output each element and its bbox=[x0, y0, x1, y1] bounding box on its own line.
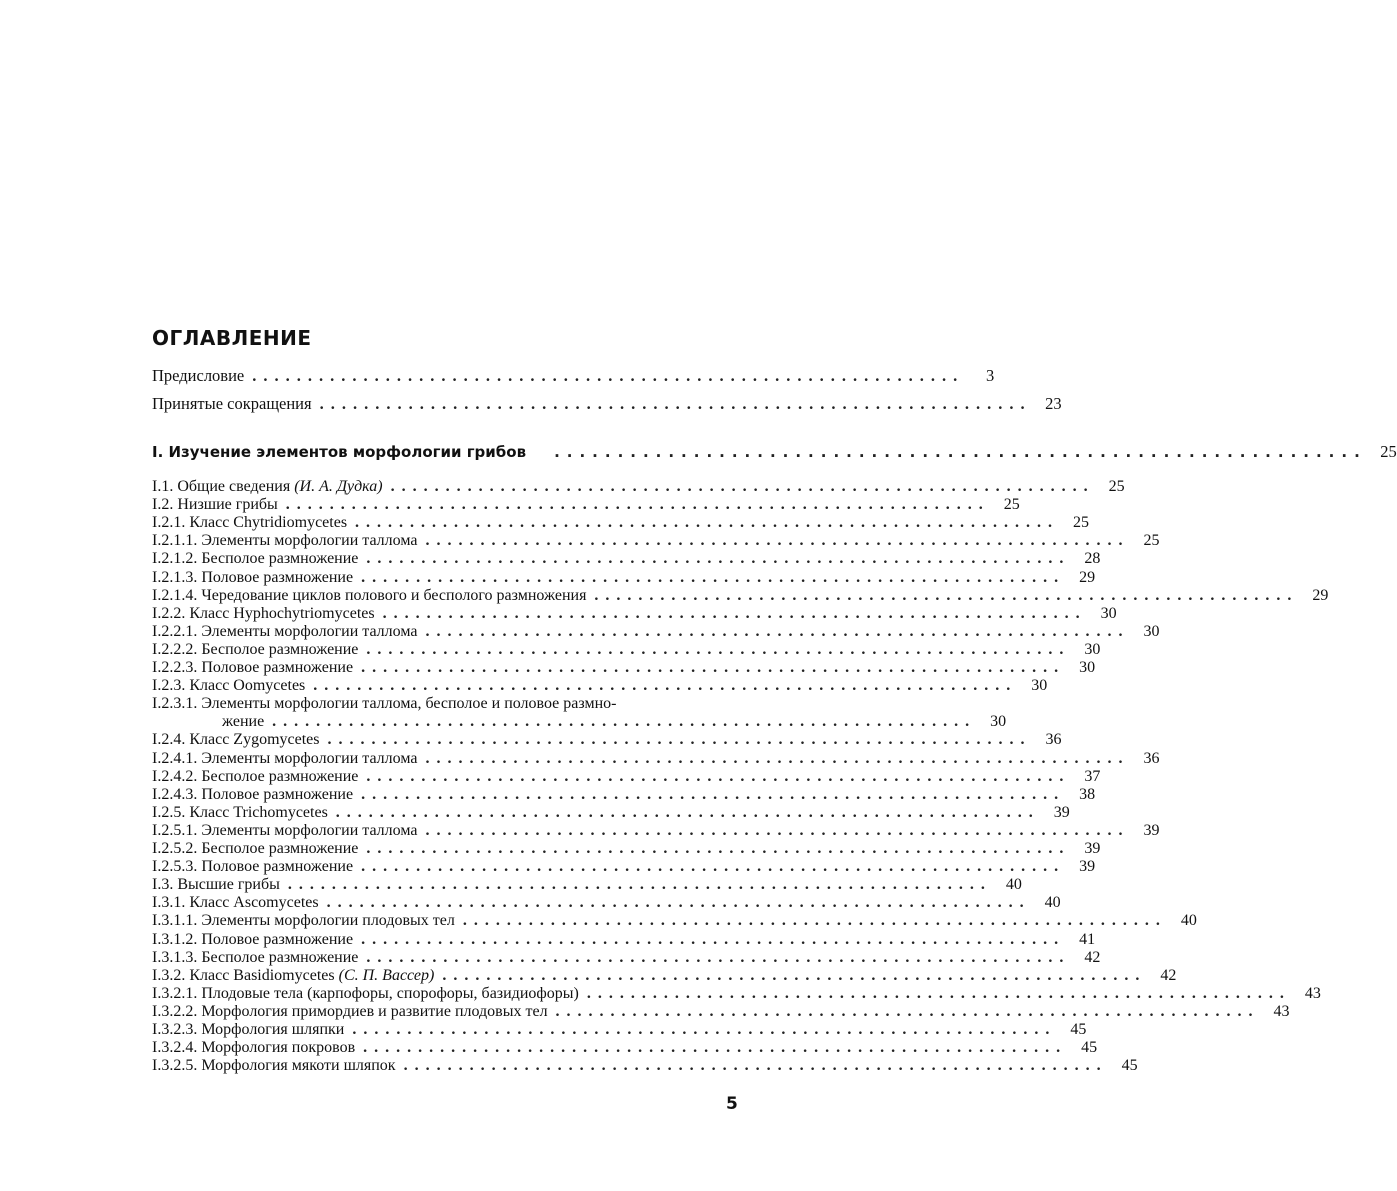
toc-entry-label: Морфология шляпки bbox=[201, 1021, 345, 1038]
dot-leader: ................................................................ bbox=[425, 821, 1130, 839]
toc-entry-row[interactable] bbox=[152, 586, 1329, 605]
dot-leader: ................................................................ bbox=[390, 478, 1095, 495]
toc-entry-label: Элементы морфологии таллома bbox=[201, 821, 418, 839]
toc-entry-text bbox=[152, 768, 358, 786]
toc-entry-label: Элементы морфологии таллома bbox=[201, 622, 418, 640]
toc-entry-number: I.2.2.2. bbox=[152, 640, 198, 658]
toc-entry-row[interactable] bbox=[152, 966, 1177, 985]
toc-page-number: 30 bbox=[1031, 677, 1048, 695]
toc-entry-text bbox=[152, 1057, 396, 1075]
dot-leader: ................................................................ bbox=[382, 604, 1087, 622]
toc-entry-label: Половое размножение bbox=[201, 568, 354, 586]
toc-entry-label: Бесполое размножение bbox=[201, 767, 359, 785]
toc-entry-label: Класс Ascomycetes bbox=[189, 894, 319, 912]
toc-page-number: 42 bbox=[1084, 948, 1101, 966]
toc-page-number: 30 bbox=[1084, 640, 1101, 658]
toc-entry-number: I.2. bbox=[152, 496, 174, 514]
dot-leader: ................................................................ bbox=[285, 496, 990, 514]
toc-entry-row[interactable] bbox=[152, 948, 1101, 967]
toc-entry-number: I.2.1.2. bbox=[152, 550, 198, 568]
toc-entry-label: Половое размножение bbox=[201, 785, 354, 803]
toc-entry-text bbox=[152, 605, 375, 623]
toc-entry-label: Морфология покровов bbox=[201, 1039, 356, 1057]
toc-section-row[interactable] bbox=[152, 442, 1397, 462]
toc-entry-text: Предисловие bbox=[152, 366, 245, 385]
page-title: ОГЛАВЛЕНИЕ bbox=[152, 326, 312, 350]
toc-entry-label: Элементы морфологии плодовых тел bbox=[201, 912, 455, 930]
toc-page-number: 45 bbox=[1081, 1039, 1098, 1057]
toc-page-number: 29 bbox=[1312, 586, 1329, 604]
toc-page-number: 41 bbox=[1079, 930, 1096, 948]
toc-page-number: 37 bbox=[1084, 767, 1101, 785]
toc-entry-text bbox=[152, 587, 586, 605]
toc-entry-row[interactable] bbox=[152, 930, 1096, 949]
toc-entry-text bbox=[152, 786, 353, 804]
toc-entry-number: I.3.1.3. bbox=[152, 948, 198, 966]
toc-entry-text bbox=[152, 804, 328, 822]
toc-entry-row[interactable] bbox=[152, 659, 1096, 677]
dot-leader: ................................................................ bbox=[287, 876, 992, 894]
toc-entry-number: I.2.4.1. bbox=[152, 749, 198, 767]
toc-page-number: 25 bbox=[1003, 496, 1020, 514]
dot-leader: ................................................................ bbox=[313, 677, 1018, 695]
toc-page-number: 36 bbox=[1045, 731, 1062, 749]
toc-entry-label: Бесполое размножение bbox=[201, 550, 359, 568]
toc-page-number: 39 bbox=[1079, 858, 1096, 876]
toc-front-row[interactable] bbox=[152, 394, 1062, 414]
toc-entry-text bbox=[152, 623, 417, 641]
toc-entry-number: I.2.1.3. bbox=[152, 568, 198, 586]
toc-entry-label: Элементы морфологии таллома, бесполое и половое размно- bbox=[201, 695, 617, 713]
toc-entry-row[interactable] bbox=[152, 695, 740, 713]
toc-page-number: 23 bbox=[1045, 394, 1062, 413]
toc-entry-number: I.3.1. bbox=[152, 894, 186, 912]
toc-entry-continuation: жение bbox=[222, 713, 265, 731]
dot-leader: ................................................................ bbox=[326, 894, 1031, 912]
dot-leader: ................................................................ bbox=[425, 749, 1130, 767]
toc-entry-number: I.2.5.2. bbox=[152, 840, 198, 857]
toc-entry-row[interactable] bbox=[152, 1057, 1138, 1075]
toc-entry-number: I.3.2. bbox=[152, 966, 186, 984]
dot-leader: ................................................................ bbox=[366, 550, 1071, 568]
toc-page-number: 29 bbox=[1079, 568, 1096, 586]
toc-entry-label: Морфология мякоти шляпок bbox=[201, 1057, 396, 1075]
toc-entry-row[interactable] bbox=[152, 568, 1096, 587]
toc-page-number: 25 bbox=[1073, 514, 1090, 532]
toc-page-number: 40 bbox=[1180, 912, 1197, 930]
toc-entry-label: Половое размножение bbox=[201, 858, 354, 876]
toc-entry-number: I.2.4.3. bbox=[152, 785, 198, 803]
dot-leader: ................................................................ bbox=[586, 984, 1291, 1002]
toc-entry-number: I.2.5. bbox=[152, 803, 186, 821]
toc-front-row[interactable] bbox=[152, 366, 995, 386]
toc-page-number: 39 bbox=[1084, 840, 1101, 857]
toc-entry-text bbox=[152, 967, 434, 985]
toc-entry-label: Класс Trichomycetes bbox=[189, 803, 328, 821]
dot-leader: ................................................................ bbox=[252, 366, 965, 385]
toc-page-number: 30 bbox=[1079, 659, 1096, 676]
toc-entry-text bbox=[152, 1021, 344, 1039]
toc-entry-text bbox=[152, 840, 358, 858]
toc-entry-row[interactable] bbox=[152, 1039, 1098, 1057]
toc-entry-author: (С. П. Вассер) bbox=[338, 966, 435, 984]
toc-entry-label: Плодовые тела (карпофоры, спорофоры, базидиофоры) bbox=[201, 984, 579, 1002]
dot-leader: ................................................................ bbox=[361, 568, 1066, 586]
toc-entry-row[interactable] bbox=[152, 622, 1160, 641]
toc-entry-text bbox=[152, 1003, 548, 1021]
dot-leader: ................................................................ bbox=[361, 785, 1066, 803]
toc-page-number: 43 bbox=[1273, 1002, 1290, 1020]
dot-leader: ................................................................ bbox=[366, 840, 1071, 857]
toc-entry-row[interactable] bbox=[152, 803, 1070, 822]
toc-entry-text bbox=[152, 876, 280, 894]
toc-entry-number: I.2.1.1. bbox=[152, 532, 198, 550]
toc-entry-text bbox=[152, 532, 417, 550]
toc-section-text: I. Изучение элементов морфологии грибов bbox=[152, 443, 527, 461]
toc-entry-number: I.2.2.3. bbox=[152, 659, 198, 676]
toc-entry-text bbox=[152, 569, 353, 587]
toc-entry-row[interactable] bbox=[152, 731, 1062, 749]
dot-leader: ................................................................ bbox=[462, 912, 1167, 930]
toc-entry-text bbox=[152, 949, 358, 967]
toc-entry-number: I.2.2. bbox=[152, 604, 186, 622]
toc-entry-text bbox=[152, 659, 353, 677]
toc-page-number: 39 bbox=[1053, 803, 1070, 821]
toc-entry-number: I.2.2.1. bbox=[152, 622, 198, 640]
toc-entry-text bbox=[152, 514, 347, 532]
toc-entry-label: Общие сведения bbox=[177, 478, 291, 495]
toc-entry-label: Чередование циклов полового и бесполого размножения bbox=[201, 586, 587, 604]
toc-entry-number: I.2.1.4. bbox=[152, 586, 198, 604]
toc-entry-text bbox=[152, 1039, 355, 1057]
toc-page-number: 36 bbox=[1143, 749, 1160, 767]
toc-entry-label: Бесполое размножение bbox=[201, 640, 359, 658]
toc-page-number: 40 bbox=[1005, 876, 1022, 894]
toc-entry-row[interactable] bbox=[152, 749, 1160, 768]
dot-leader: ................................................................ bbox=[319, 394, 1032, 413]
toc-entry-number: I.3.2.3. bbox=[152, 1021, 198, 1038]
toc-page-number: 42 bbox=[1160, 966, 1177, 984]
toc-page-number: 40 bbox=[1044, 894, 1061, 912]
toc-entry-row[interactable] bbox=[152, 876, 1022, 894]
toc-entry-row[interactable] bbox=[152, 858, 1096, 876]
toc-entry-text bbox=[152, 641, 358, 659]
toc-entry-text bbox=[152, 985, 579, 1003]
toc-entry-label: Морфология примордиев и развитие плодовых тел bbox=[201, 1002, 548, 1020]
toc-entry-row[interactable] bbox=[152, 478, 1125, 496]
toc-entry-text bbox=[152, 695, 616, 712]
dot-leader: ................................................................ bbox=[361, 930, 1066, 948]
toc-entry-row[interactable] bbox=[152, 984, 1321, 1003]
toc-entry-text bbox=[152, 858, 353, 876]
toc-entry-row[interactable] bbox=[152, 894, 1061, 912]
toc-page-number: 28 bbox=[1084, 550, 1101, 568]
toc-entry-text bbox=[152, 750, 417, 768]
dot-leader: ................................................................ bbox=[594, 586, 1299, 604]
toc-entry-number: I.2.3. bbox=[152, 677, 186, 695]
toc-entry-text bbox=[152, 912, 455, 930]
toc-entry-number: I.3.1.2. bbox=[152, 930, 198, 948]
toc-page-number: 30 bbox=[990, 713, 1007, 731]
toc-entry-text bbox=[152, 731, 319, 749]
dot-leader: ................................................................ bbox=[366, 767, 1071, 785]
page-number: 5 bbox=[726, 1094, 738, 1114]
toc-page-number: 45 bbox=[1121, 1057, 1138, 1075]
toc-page-number: 25 bbox=[1143, 532, 1160, 550]
toc-entry-label: Низшие грибы bbox=[177, 496, 278, 514]
dot-leader: ................................................................ bbox=[425, 532, 1130, 550]
dot-leader: ................................................................ bbox=[327, 731, 1032, 749]
dot-leader: ................................................................ bbox=[366, 948, 1071, 966]
toc-entry-author: (И. А. Дудка) bbox=[294, 478, 383, 495]
toc-entry-label: Класс Hyphochytriomycetes bbox=[189, 604, 375, 622]
toc-entry-number: I.3.2.1. bbox=[152, 984, 198, 1002]
toc-entry-row[interactable] bbox=[152, 550, 1101, 568]
toc-page-number: 38 bbox=[1079, 785, 1096, 803]
toc-entry-number: I.2.4.2. bbox=[152, 767, 198, 785]
toc-entry-row[interactable] bbox=[152, 496, 1020, 514]
toc-entry-row[interactable] bbox=[152, 713, 1007, 731]
toc-page-number: 43 bbox=[1304, 984, 1321, 1002]
toc-page-number: 30 bbox=[1143, 622, 1160, 640]
toc-entry-row[interactable] bbox=[152, 514, 1090, 532]
toc-entry-text bbox=[152, 478, 383, 496]
toc-entry-text bbox=[152, 550, 358, 568]
toc-page-number: 30 bbox=[1100, 604, 1117, 622]
toc-entry-label: Бесполое размножение bbox=[201, 948, 359, 966]
toc-entry-text bbox=[152, 496, 278, 514]
toc-entry-text: Принятые сокращения bbox=[152, 394, 312, 413]
toc-entry-row[interactable] bbox=[152, 840, 1101, 858]
toc-entry-text bbox=[152, 931, 353, 949]
toc-entry-number: I.3.2.4. bbox=[152, 1039, 198, 1057]
dot-leader: ................................................................ bbox=[425, 622, 1130, 640]
dot-leader: ................................................................ bbox=[363, 1039, 1068, 1057]
toc-page-number: 3 bbox=[986, 366, 995, 385]
dot-leader: ................................................................ bbox=[403, 1057, 1108, 1075]
toc-entry-row[interactable] bbox=[152, 785, 1096, 804]
toc-entry-row[interactable] bbox=[152, 532, 1160, 550]
toc-entry-text bbox=[152, 894, 319, 912]
dot-leader: ................................................................ bbox=[361, 659, 1066, 676]
toc-entry-number: I.2.3.1. bbox=[152, 695, 198, 713]
toc-page-number: 25 bbox=[1380, 442, 1397, 461]
toc-entry-label: Класс Chytridiomycetes bbox=[189, 514, 348, 532]
toc-entry-text bbox=[152, 677, 305, 695]
toc-entry-label: Половое размножение bbox=[201, 659, 354, 676]
toc-entry-label: Бесполое размножение bbox=[201, 840, 359, 857]
toc-entry-number: I.1. bbox=[152, 478, 174, 495]
dot-leader: ................................................................ bbox=[352, 1021, 1057, 1038]
toc-entry-row[interactable] bbox=[152, 821, 1160, 840]
dot-leader: ................................................................ bbox=[361, 858, 1066, 876]
dot-leader: ................................................................ bbox=[355, 514, 1060, 532]
toc-entry-number: I.2.5.1. bbox=[152, 821, 198, 839]
toc-entry-number: I.2.4. bbox=[152, 731, 186, 749]
dot-leader: ................................................................ bbox=[272, 713, 977, 731]
dot-leader: ................................................................ bbox=[335, 803, 1040, 821]
toc-entry-label: Элементы морфологии таллома bbox=[201, 749, 418, 767]
toc-page-number: 45 bbox=[1070, 1021, 1087, 1038]
toc-entry-number: I.3.2.2. bbox=[152, 1002, 198, 1020]
toc-entry-row[interactable] bbox=[152, 767, 1101, 786]
toc-entry-row[interactable] bbox=[152, 1021, 1087, 1039]
toc-entry-number: I.3. bbox=[152, 876, 174, 894]
toc-entry-label: Половое размножение bbox=[201, 930, 354, 948]
toc-entry-number: I.2.1. bbox=[152, 514, 186, 532]
toc-entry-row[interactable] bbox=[152, 604, 1117, 623]
toc-page-number: 25 bbox=[1108, 478, 1125, 495]
toc-entry-text bbox=[152, 822, 417, 840]
toc-entry-row[interactable] bbox=[152, 640, 1101, 659]
toc-entry-row[interactable] bbox=[152, 1002, 1290, 1021]
toc-entry-label: Элементы морфологии таллома bbox=[201, 532, 418, 550]
toc-entry-row[interactable] bbox=[152, 912, 1197, 930]
toc-entry-row[interactable] bbox=[152, 677, 1048, 695]
dot-leader: ................................................................ bbox=[366, 640, 1071, 658]
toc-entry-label: Класс Zygomycetes bbox=[189, 731, 320, 749]
toc-entry-label: Высшие грибы bbox=[177, 876, 280, 894]
toc-entry-number: I.3.1.1. bbox=[152, 912, 198, 930]
toc-entry-number: I.2.5.3. bbox=[152, 858, 198, 876]
dot-leader: ................................................................ bbox=[554, 443, 1367, 461]
toc-entry-label: Класс Oomycetes bbox=[189, 677, 306, 695]
toc-entry-label: Класс Basidiomycetes bbox=[189, 966, 335, 984]
toc-entry-number: I.3.2.5. bbox=[152, 1057, 198, 1075]
dot-leader: ................................................................ bbox=[442, 966, 1147, 984]
toc-page-number: 39 bbox=[1143, 821, 1160, 839]
dot-leader: ................................................................ bbox=[555, 1002, 1260, 1020]
